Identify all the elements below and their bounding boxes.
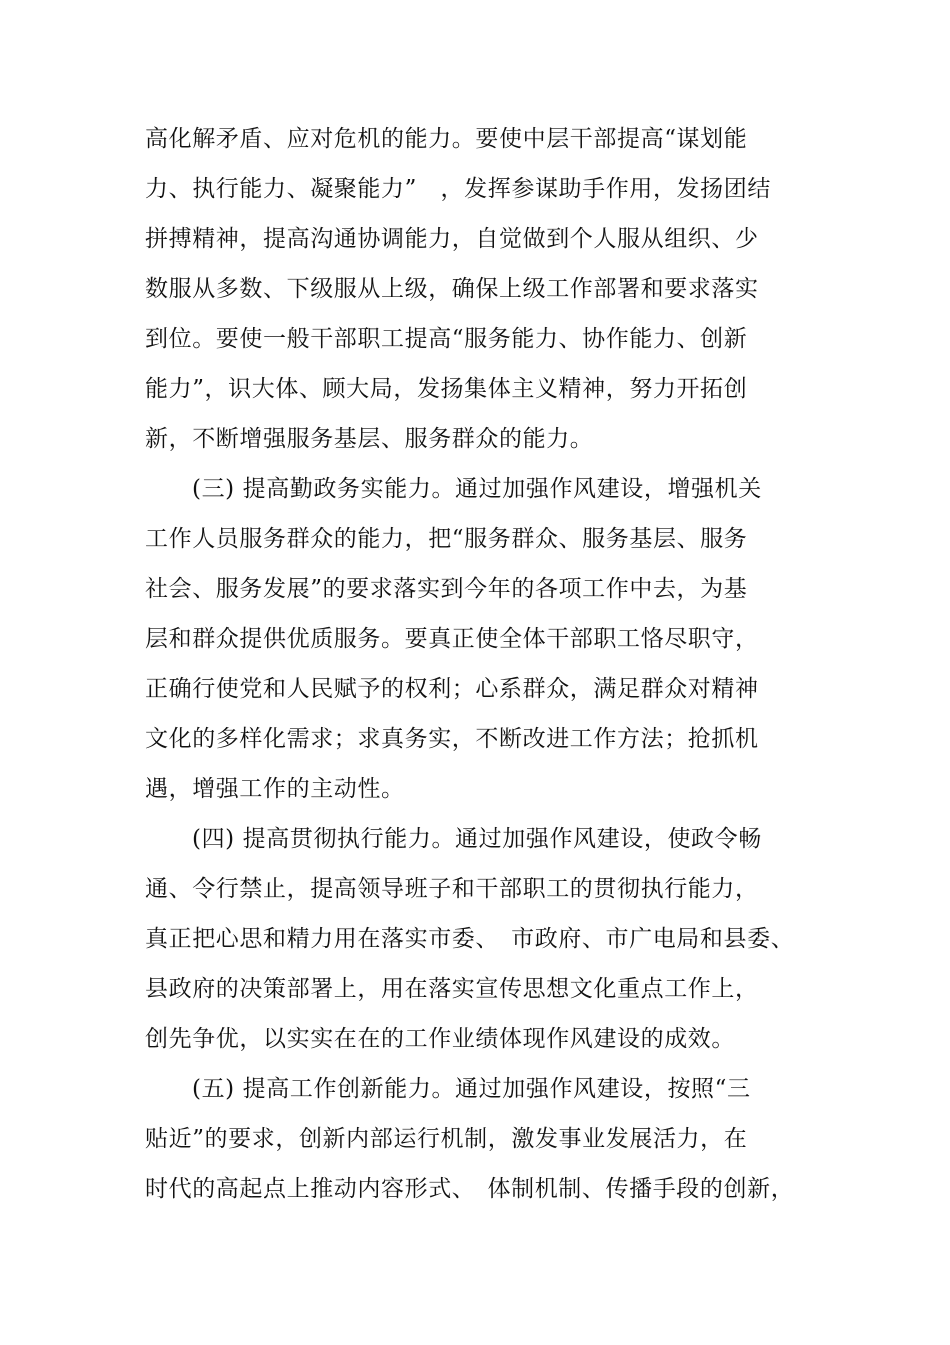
text-line: 力、执行能力、凝聚能力” ，发挥参谋助手作用，发扬团结 (145, 176, 771, 202)
text-line: 创先争优，以实实在在的工作业绩体现作风建设的成效。 (145, 1026, 735, 1052)
text-line: 高化解矛盾、应对危机的能力。要使中层干部提高“谋划能 (145, 126, 748, 152)
text-line: 新，不断增强服务基层、服务群众的能力。 (145, 426, 594, 452)
text-line: 贴近”的要求，创新内部运行机制，激发事业发展活力，在 (145, 1126, 748, 1152)
text-line: 县政府的决策部署上，用在落实宣传思想文化重点工作上， (145, 976, 759, 1002)
section-heading-line: (四) 提高贯彻执行能力。通过加强作风建设，使政令畅 (192, 826, 762, 852)
text-line: 时代的高起点上推动内容形式、 体制机制、传播手段的创新， (145, 1176, 795, 1202)
text-line: 拼搏精神，提高沟通协调能力，自觉做到个人服从组织、少 (145, 226, 759, 252)
text-line: 社会、服务发展”的要求落实到今年的各项工作中去，为基 (145, 576, 748, 602)
section-heading-line: (三) 提高勤政务实能力。通过加强作风建设，增强机关 (192, 476, 762, 502)
section-heading-line: (五) 提高工作创新能力。通过加强作风建设，按照“三 (192, 1076, 751, 1102)
text-line: 到位。要使一般干部职工提高“服务能力、协作能力、创新 (145, 326, 748, 352)
text-line: 能力”，识大体、顾大局，发扬集体主义精神，努力开拓创 (145, 376, 748, 402)
text-line: 文化的多样化需求；求真务实，不断改进工作方法；抢抓机 (145, 726, 759, 752)
text-line: 遇，增强工作的主动性。 (145, 776, 405, 802)
text-line: 真正把心思和精力用在落实市委、 市政府、市广电局和县委、 (145, 926, 795, 952)
text-line: 工作人员服务群众的能力，把“服务群众、服务基层、服务 (145, 526, 748, 552)
text-line: 通、令行禁止，提高领导班子和干部职工的贯彻执行能力， (145, 876, 759, 902)
text-line: 数服从多数、下级服从上级，确保上级工作部署和要求落实 (145, 276, 759, 302)
text-line: 层和群众提供优质服务。要真正使全体干部职工恪尽职守， (145, 626, 759, 652)
text-line: 正确行使党和人民赋予的权利；心系群众，满足群众对精神 (145, 676, 759, 702)
